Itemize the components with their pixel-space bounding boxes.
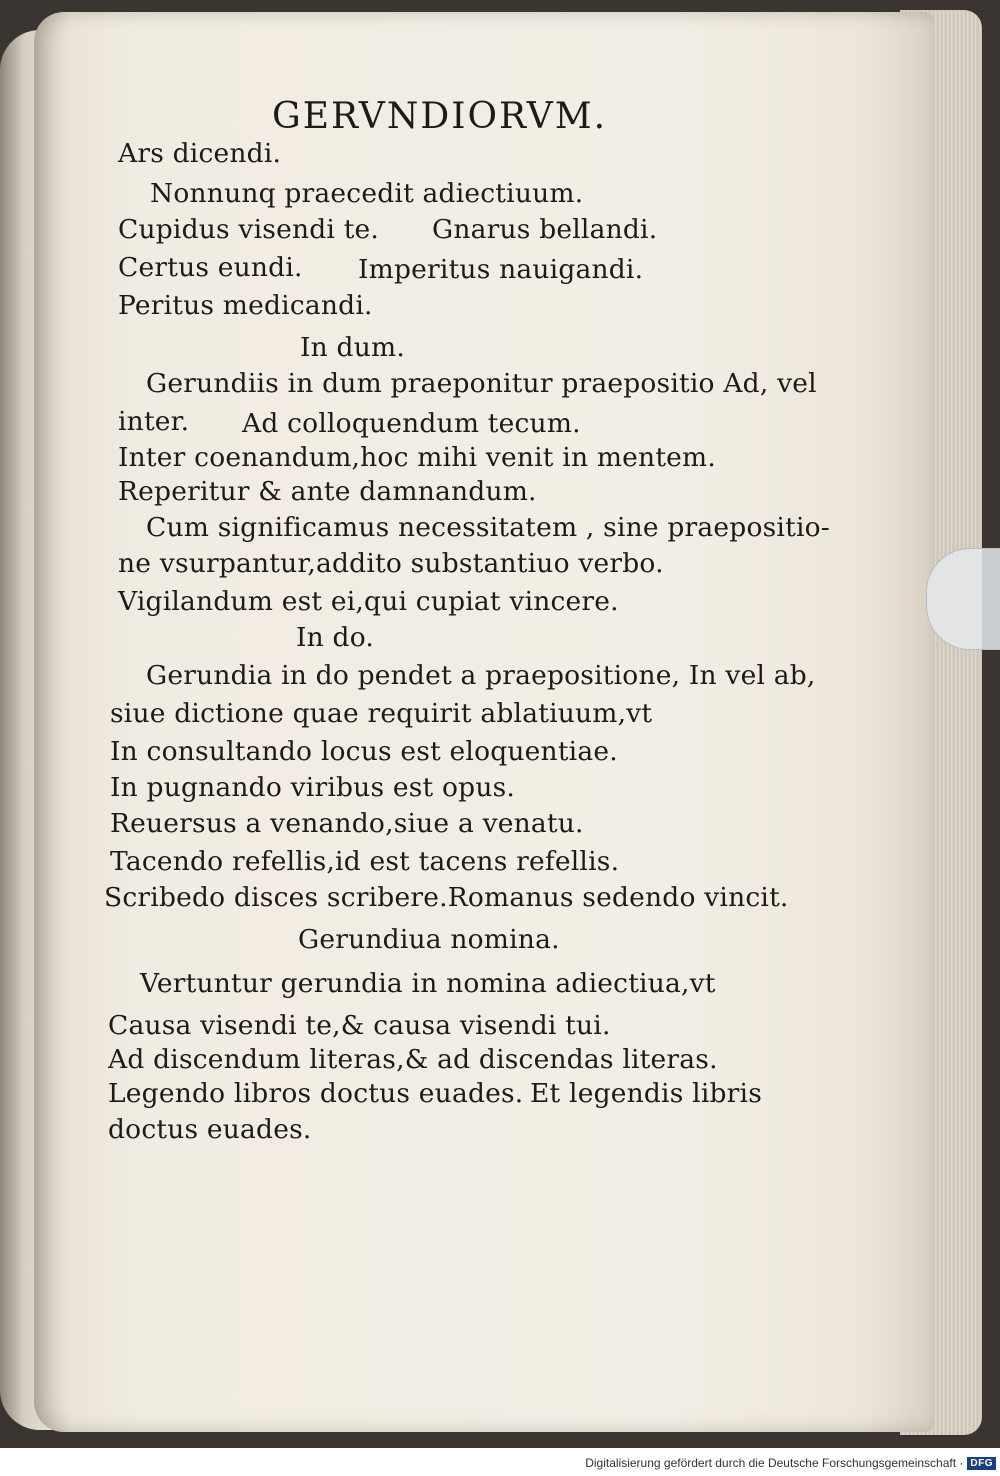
text-line: In pugnando viribus est opus.	[110, 772, 516, 803]
text-line: Causa visendi te,& causa visendi tui.	[108, 1010, 611, 1041]
text-line: inter.	[118, 406, 190, 437]
text-line: Reuersus a venando,siue a venatu.	[110, 808, 584, 839]
text-line: Scribedo disces scribere.Romanus sedendo vincit.	[104, 882, 789, 913]
text-line: Inter coenandum,hoc mihi venit in mentem.	[118, 442, 717, 473]
text-line: siue dictione quae requirit ablatiuum,vt	[110, 698, 653, 729]
text-line: Vertuntur gerundia in nomina adiectiua,vt	[140, 968, 716, 999]
text-line: In consultando locus est eloquentiae.	[110, 736, 618, 767]
page-marker-tab	[926, 548, 1000, 650]
text-line: Et legendis libris	[530, 1078, 763, 1109]
text-line: Tacendo refellis,id est tacens refellis.	[110, 846, 620, 877]
section-heading: Gerundiua nomina.	[298, 924, 560, 955]
text-line: Legendo libros doctus euades.	[108, 1078, 524, 1109]
running-head: GERVNDIORVM.	[272, 96, 608, 137]
text-line: Ad colloquendum tecum.	[242, 408, 581, 439]
digitization-credit	[585, 1456, 996, 1470]
text-line: Cupidus visendi te.	[118, 214, 380, 245]
dfg-logo: DFG	[967, 1457, 996, 1470]
text-line: Gnarus bellandi.	[432, 214, 658, 245]
text-line: Reperitur & ante damnandum.	[118, 476, 537, 507]
text-line: Nonnunq praecedit adiectiuum.	[150, 178, 584, 209]
text-line: Ars dicendi.	[118, 138, 282, 169]
text-line: Vigilandum est ei,qui cupiat vincere.	[118, 586, 619, 617]
text-line: Certus eundi.	[118, 252, 303, 283]
section-heading: In dum.	[300, 332, 405, 363]
text-line: Peritus medicandi.	[118, 290, 373, 321]
text-line: Gerundiis in dum praeponitur praepositio Ad, vel	[146, 368, 817, 399]
text-line: doctus euades.	[108, 1114, 312, 1145]
text-line: ne vsurpantur,addito substantiuo verbo.	[118, 548, 664, 579]
text-line: Imperitus nauigandi.	[358, 254, 644, 285]
text-line: Cum significamus necessitatem , sine praepositio-	[146, 512, 830, 543]
text-line: Gerundia in do pendet a praepositione, In vel ab,	[146, 660, 816, 691]
credit-text: Digitalisierung gefördert durch die Deutsche Forschungsgemeinschaft ·	[585, 1456, 964, 1470]
section-heading: In do.	[296, 622, 375, 653]
text-line: Ad discendum literas,& ad discendas literas.	[108, 1044, 718, 1075]
